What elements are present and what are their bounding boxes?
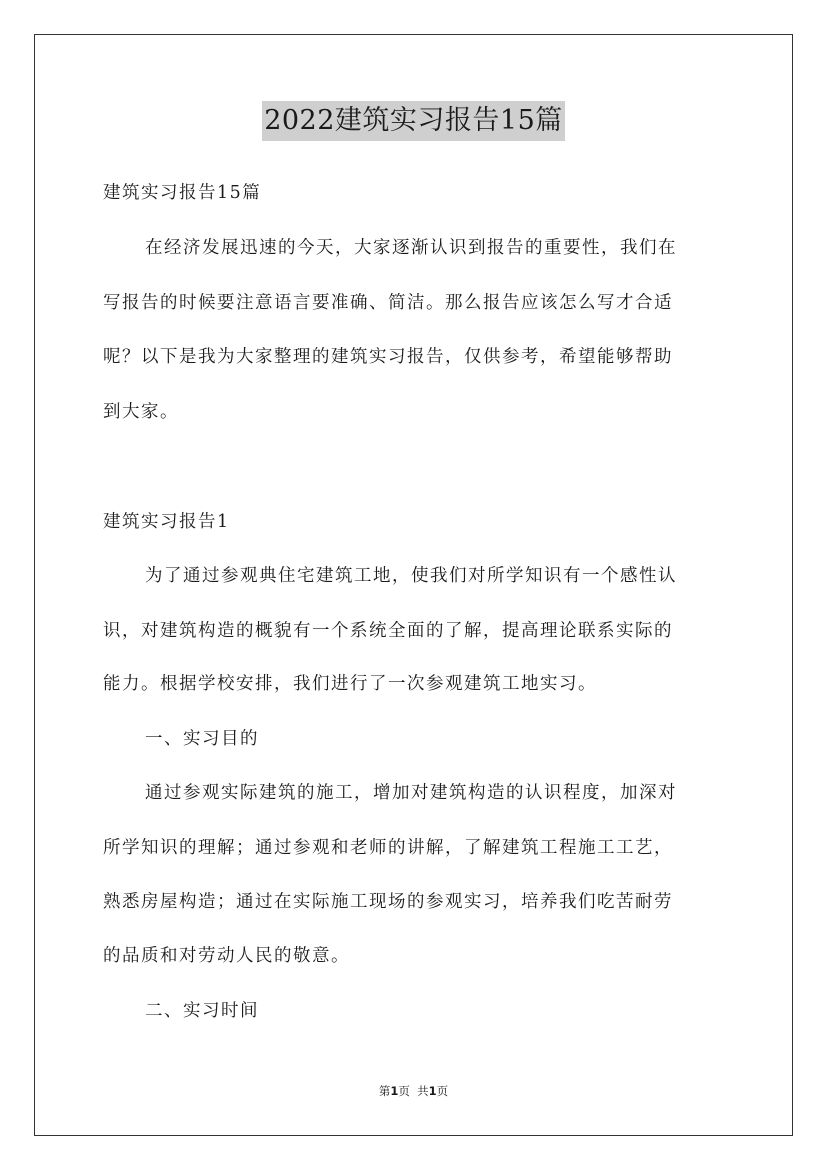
footer-page-number: 1 — [390, 1084, 399, 1098]
footer-total-suffix: 页 — [436, 1084, 449, 1098]
paragraph-line: 通过参观实际建筑的施工，增加对建筑构造的认识程度，加深对 — [145, 783, 677, 803]
subsection-heading: 一、实习目的 — [145, 729, 259, 749]
footer-page-prefix: 第 — [378, 1084, 391, 1098]
section-heading: 建筑实习报告1 — [103, 512, 230, 532]
paragraph-line: 写报告的时候要注意语言要准确、简洁。那么报告应该怎么写才合适 — [103, 293, 673, 313]
page-footer — [0, 1083, 827, 1099]
subsection-heading: 二、实习时间 — [145, 1001, 259, 1021]
footer-total-prefix: 共 — [417, 1084, 429, 1098]
paragraph-line: 识，对建筑构造的概貌有一个系统全面的了解，提高理论联系实际的 — [103, 621, 673, 641]
paragraph-line: 的品质和对劳动人民的敬意。 — [103, 946, 350, 966]
footer-page-suffix: 页 — [398, 1084, 410, 1098]
paragraph-line: 呢？以下是我为大家整理的建筑实习报告，仅供参考，希望能够帮助 — [103, 347, 673, 367]
footer-total-pages: 1 — [428, 1084, 437, 1098]
document-subtitle: 建筑实习报告15篇 — [103, 183, 262, 203]
title-container — [0, 101, 827, 141]
document-title: 2022建筑实习报告15篇 — [262, 101, 565, 141]
paragraph-line: 为了通过参观典住宅建筑工地，使我们对所学知识有一个感性认 — [145, 566, 677, 586]
paragraph-line: 所学知识的理解；通过参观和老师的讲解，了解建筑工程施工工艺， — [103, 838, 673, 858]
paragraph-line: 能力。根据学校安排，我们进行了一次参观建筑工地实习。 — [103, 674, 597, 694]
paragraph-line: 熟悉房屋构造；通过在实际施工现场的参观实习，培养我们吃苦耐劳 — [103, 892, 673, 912]
paragraph-line: 到大家。 — [103, 402, 179, 422]
paragraph-line: 在经济发展迅速的今天，大家逐渐认识到报告的重要性，我们在 — [145, 238, 677, 258]
